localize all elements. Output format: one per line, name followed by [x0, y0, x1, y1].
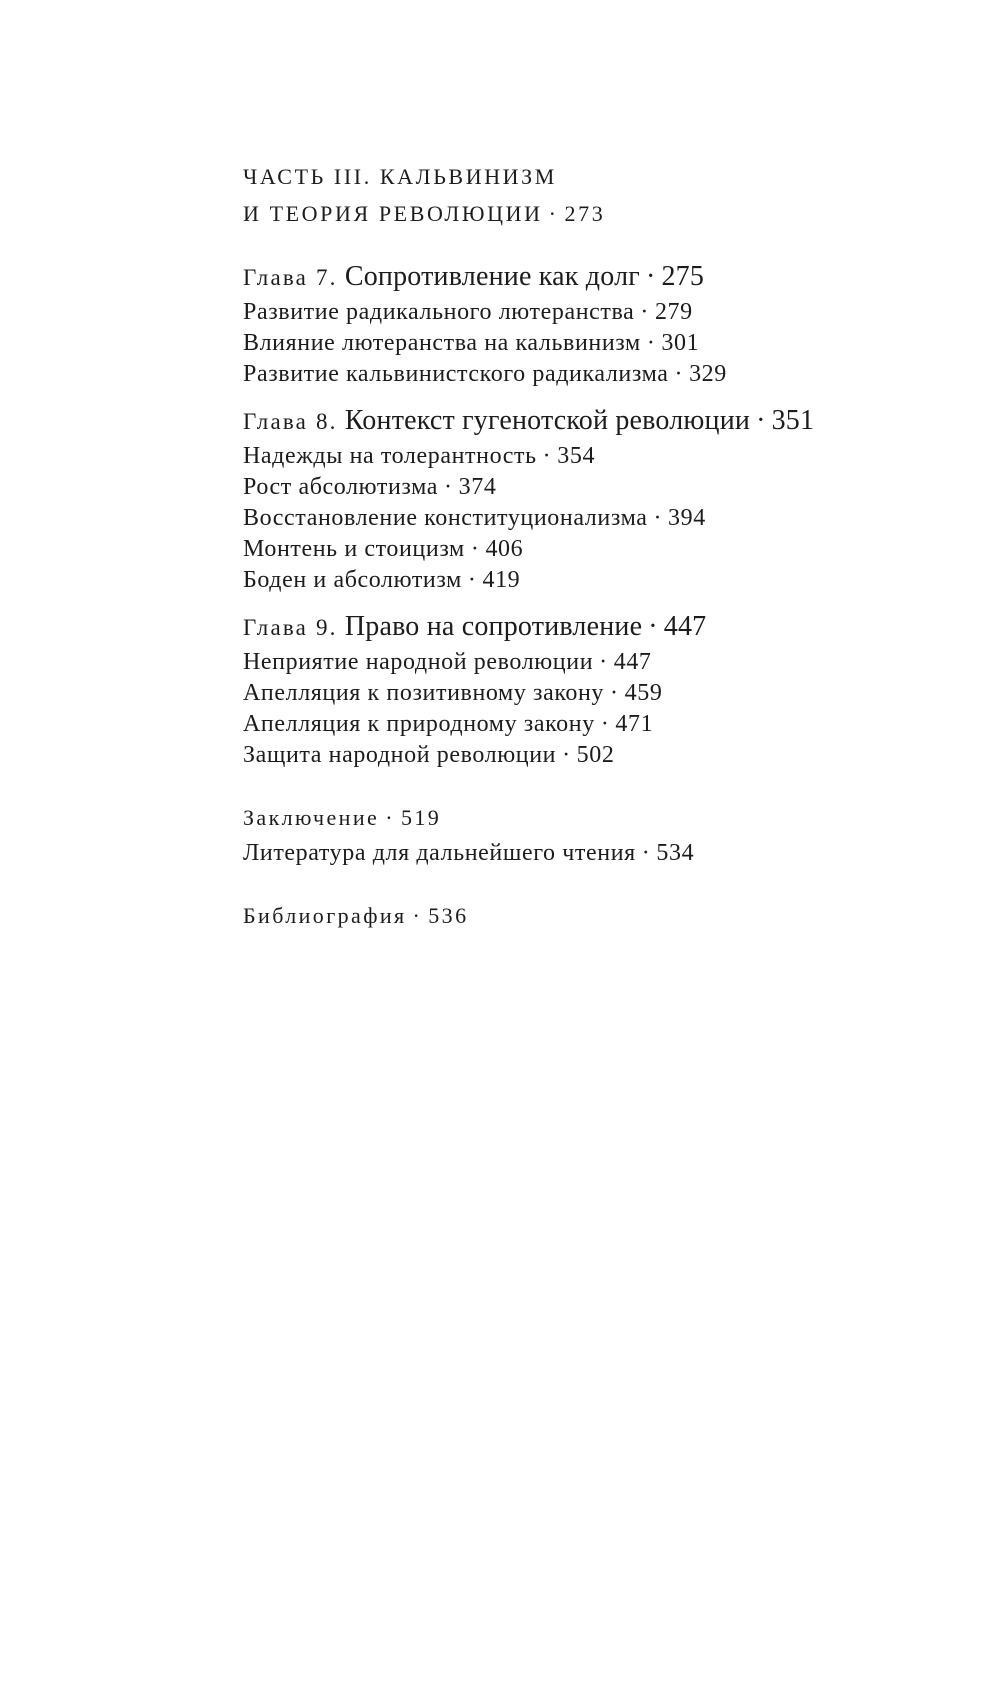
- separator-dot: ·: [648, 611, 658, 642]
- separator-dot: ·: [645, 261, 656, 292]
- chapter-label: Глава 9.: [243, 615, 338, 640]
- chapter-9: [243, 608, 963, 771]
- bibliography-title: Библиография: [243, 903, 407, 928]
- chapter-label: Глава 8.: [243, 409, 338, 434]
- section-entry[interactable]: [243, 740, 963, 771]
- section-title: Монтень и стоицизм: [243, 536, 465, 562]
- section-title: Апелляция к позитивному закону: [243, 680, 605, 706]
- page-number: 273: [564, 201, 606, 226]
- section-entry[interactable]: [243, 503, 963, 534]
- section-title: Неприятие народной революции: [243, 649, 594, 675]
- part-title-line-2: И ТЕОРИЯ РЕВОЛЮЦИИ · 273: [243, 201, 606, 226]
- separator-dot: ·: [562, 742, 571, 768]
- separator-dot: ·: [444, 474, 453, 500]
- table-of-contents: [243, 158, 963, 933]
- page-number: 301: [661, 330, 700, 356]
- separator-dot: ·: [599, 649, 608, 675]
- section-entry[interactable]: [243, 647, 963, 678]
- section-title: Апелляция к природному закону: [243, 711, 595, 737]
- chapter-title: Право на сопротивление: [344, 611, 643, 642]
- separator-dot: ·: [467, 567, 477, 593]
- page-number: 459: [624, 680, 663, 706]
- chapter-8: [243, 402, 963, 596]
- page-number: 502: [576, 742, 615, 768]
- further-reading-title: Литература для дальнейшего чтения: [243, 840, 636, 866]
- chapter-heading[interactable]: [243, 402, 963, 441]
- section-entry[interactable]: [243, 328, 963, 359]
- page-number: 534: [656, 840, 695, 866]
- page-number: 447: [613, 649, 652, 675]
- separator-dot: ·: [641, 840, 651, 866]
- page-number: 419: [482, 567, 521, 593]
- section-title: Боден и абсолютизм: [243, 567, 462, 593]
- chapter-title: Сопротивление как долг: [344, 261, 640, 292]
- page-number: 351: [771, 405, 815, 436]
- section-title: Рост абсолютизма: [243, 474, 439, 500]
- section-title: Развитие радикального лютеранства: [243, 299, 635, 325]
- section-title: Надежды на толерантность: [243, 443, 537, 469]
- separator-dot: ·: [674, 361, 684, 387]
- chapter-7: [243, 258, 963, 390]
- conclusion-title: Заключение: [243, 805, 380, 830]
- section-title: Влияние лютеранства на кальвинизм: [243, 330, 641, 356]
- chapter-heading[interactable]: [243, 608, 963, 647]
- section-entry[interactable]: [243, 678, 963, 709]
- page-number: 447: [663, 611, 707, 642]
- section-entry[interactable]: [243, 534, 963, 565]
- section-entry[interactable]: [243, 709, 963, 740]
- separator-dot: ·: [542, 443, 552, 469]
- page-number: 275: [661, 261, 705, 292]
- section-entry[interactable]: [243, 297, 963, 328]
- bibliography-heading[interactable]: [243, 899, 963, 933]
- page-number: 329: [689, 361, 727, 387]
- page-number: 354: [557, 443, 596, 469]
- separator-dot: ·: [548, 201, 559, 226]
- separator-dot: ·: [470, 536, 480, 562]
- page-number: 374: [458, 474, 497, 500]
- chapter-heading[interactable]: [243, 258, 963, 297]
- section-entry[interactable]: [243, 472, 963, 503]
- page-number: 471: [615, 711, 654, 737]
- further-reading-entry[interactable]: [243, 835, 963, 871]
- separator-dot: ·: [756, 405, 766, 436]
- separator-dot: ·: [653, 505, 663, 531]
- page-number: 394: [668, 505, 706, 531]
- page-number: 536: [428, 903, 469, 928]
- part-title-line-1: ЧАСТЬ III. КАЛЬВИНИЗМ: [243, 164, 557, 189]
- chapter-title: Контекст гугенотской революции: [344, 405, 751, 436]
- page-number: 519: [400, 805, 442, 830]
- section-entry[interactable]: [243, 359, 963, 390]
- separator-dot: ·: [600, 711, 610, 737]
- separator-dot: ·: [610, 680, 619, 706]
- conclusion-block: [243, 801, 963, 871]
- chapter-label: Глава 7.: [243, 265, 338, 290]
- separator-dot: ·: [412, 903, 423, 928]
- page-number: 279: [654, 299, 693, 325]
- separator-dot: ·: [640, 299, 649, 325]
- section-title: Развитие кальвинистского радикализма: [243, 361, 669, 387]
- section-title: Восстановление конституционализма: [243, 505, 648, 531]
- page-number: 406: [485, 536, 524, 562]
- section-title: Защита народной революции: [243, 742, 557, 768]
- separator-dot: ·: [646, 330, 656, 356]
- separator-dot: ·: [385, 805, 395, 830]
- section-entry[interactable]: [243, 441, 963, 472]
- part-title: [243, 158, 963, 232]
- section-entry[interactable]: [243, 565, 963, 596]
- conclusion-heading[interactable]: [243, 801, 963, 835]
